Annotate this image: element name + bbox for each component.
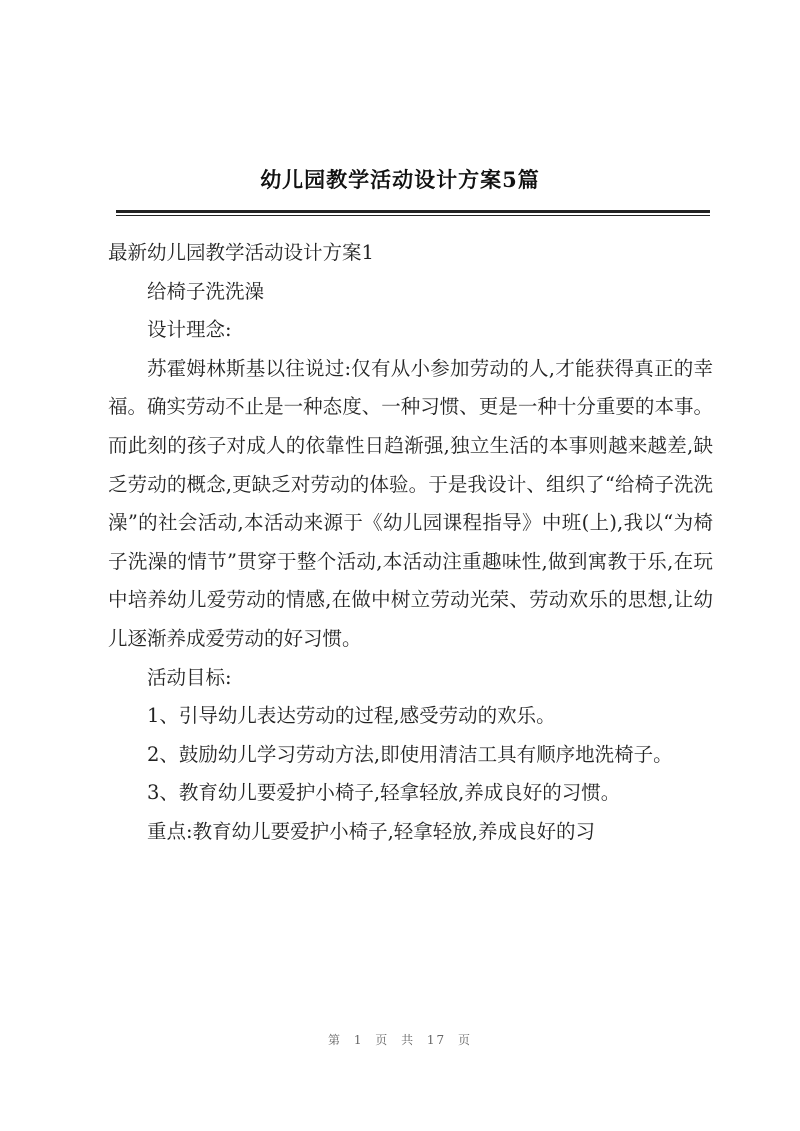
goals-label: 活动目标: bbox=[147, 665, 232, 689]
goal-item-2: 2、鼓励幼儿学习劳动方法,即使用清洁工具有顺序地洗椅子。 bbox=[147, 742, 673, 766]
section-heading: 最新幼儿园教学活动设计方案1 bbox=[108, 241, 374, 264]
page-footer: 第 1 页 共 17 页 bbox=[328, 1033, 472, 1047]
goal-item-3: 3、教育幼儿要爱护小椅子,轻拿轻放,养成良好的习惯。 bbox=[147, 781, 621, 805]
title-divider-thin bbox=[116, 215, 710, 216]
activity-name: 给椅子洗洗澡 bbox=[147, 279, 265, 303]
design-concept-label: 设计理念: bbox=[147, 318, 232, 342]
design-concept-paragraph: 苏霍姆林斯基以往说过:仅有从小参加劳动的人,才能获得真正的幸福。确实劳动不止是一种态度、一种习惯、更是一种十分重要的本事。而此刻的孩子对成人的依靠性日趋渐强,独立生活的本事则越来越差,缺乏劳动的概念,更缺乏对劳动的体验。于是我设计、组织了“给椅子洗洗澡”的社会活动,本活动来源于《幼儿园课程指导》中班(上),我以“为椅子洗澡的情节”贯穿于整个活动,本活动注重趣味性,做到寓教于乐,在玩中培养幼儿爱劳动的情感,在做中树立劳动光荣、劳动欢乐的思想,让幼儿逐渐养成爱劳动的好习惯。 bbox=[108, 356, 713, 650]
document-body bbox=[108, 234, 713, 852]
goal-item-1: 1、引导幼儿表达劳动的过程,感受劳动的欢乐。 bbox=[147, 704, 556, 728]
title-divider bbox=[116, 210, 710, 213]
key-point-paragraph: 重点:教育幼儿要爱护小椅子,轻拿轻放,养成良好的习 bbox=[147, 819, 595, 843]
document-title: 幼儿园教学活动设计方案5篇 bbox=[260, 167, 540, 192]
